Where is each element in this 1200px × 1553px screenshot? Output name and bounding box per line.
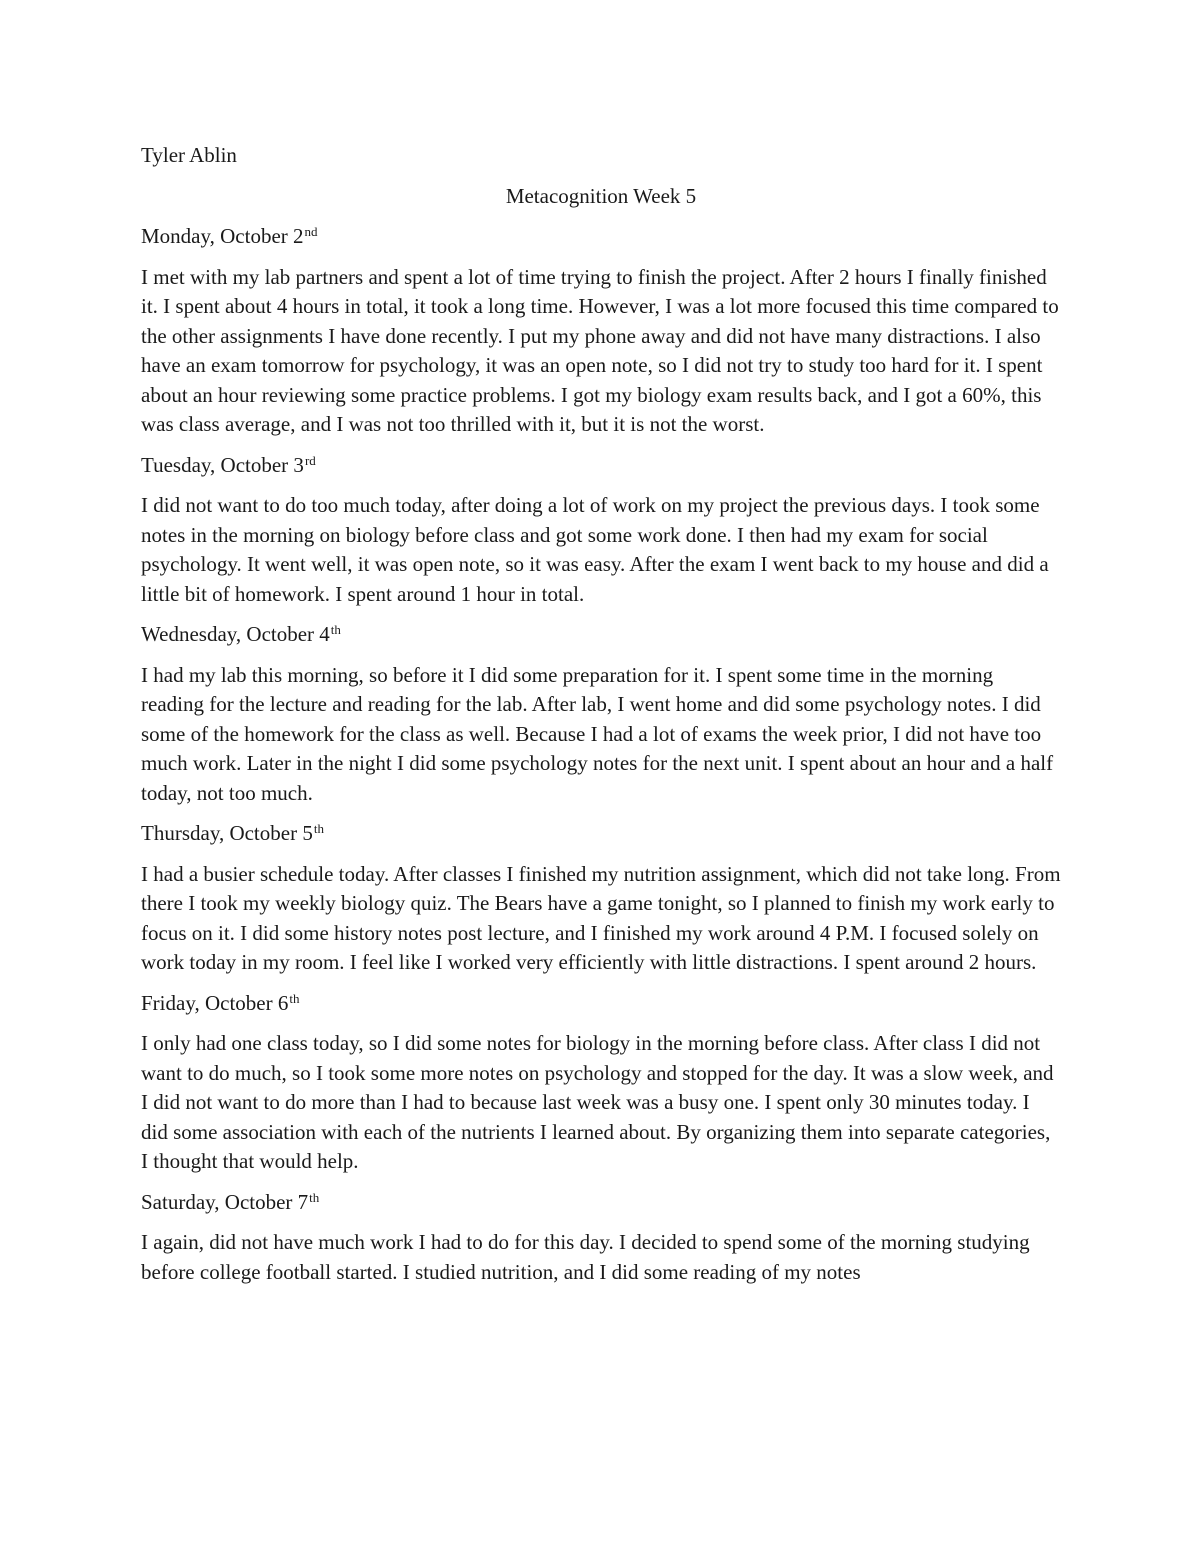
entry-heading-tuesday [141, 451, 1061, 481]
entry-text-tuesday: I did not want to do too much today, after doing a lot of work on my project the previous days. I took some notes in the morning on biology before class and got some work done. I then had my exam for social psychology. It went well, it was open note, so it was easy. After the exam I went back to my house and did a little bit of homework. I spent around 1 hour in total. [141, 493, 1049, 606]
entry-day-label: Friday, October 6 [141, 990, 289, 1015]
entry-heading-thursday [141, 819, 1061, 849]
entry-day-label: Tuesday, October 3 [141, 452, 304, 477]
entry-heading-saturday [141, 1188, 1061, 1218]
document-body [141, 141, 1061, 1298]
ordinal-suffix: nd [304, 224, 318, 239]
entry-heading-monday [141, 222, 1061, 252]
entry-day-label: Thursday, October 5 [141, 821, 313, 845]
entry-day-label: Monday, October 2 [141, 224, 304, 248]
entry-heading-wednesday [141, 620, 1061, 650]
ordinal-suffix: th [289, 990, 300, 1006]
entry-text-saturday: I again, did not have much work I had to do for this day. I decided to spend some of the morning studying before college football started. I studied nutrition, and I did some reading of my notes [141, 1230, 1030, 1284]
ordinal-suffix: th [309, 1189, 320, 1205]
entry-day-label: Saturday, October 7 [141, 1189, 309, 1214]
entry-heading-friday [141, 989, 1061, 1019]
document-title: Metacognition Week 5 [505, 183, 697, 208]
entry-text-monday: I met with my lab partners and spent a lot of time trying to finish the project. After 2 hours I finally finished it. I spent about 4 hours in total, it took a long time. However, I was a lot more focused this time compared to the other assignments I have done recently. I put my phone away and did not have many distractions. I also have an exam tomorrow for psychology, it was an open note, so I did not try to study too hard for it. I spent about an hour reviewing some practice problems. I got my biology exam results back, and I got a 60%, this was class average, and I was not too thrilled with it, but it is not the worst. [141, 264, 1059, 436]
entry-day-label: Wednesday, October 4 [141, 622, 330, 646]
entry-text-wednesday: I had my lab this morning, so before it I did some preparation for it. I spent some time in the morning reading for the lecture and reading for the lab. After lab, I went home and did some psychology notes. I did some of the homework for the class as well. Because I had a lot of exams the week prior, I did not have too much work. Later in the night I did some psychology notes for the next unit. I spent about an hour and a half today, not too much. [141, 662, 1054, 805]
ordinal-suffix: th [330, 622, 341, 637]
ordinal-suffix: th [313, 821, 324, 836]
ordinal-suffix: rd [304, 452, 316, 468]
entry-text-friday: I only had one class today, so I did some notes for biology in the morning before class. After class I did not want to do much, so I took some more notes on psychology and stopped for the day. It was a slow week, and I did not want to do more than I had to because last week was a busy one. I spent only 30 minutes today. I did some association with each of the nutrients I learned about. By organizing them into separate categories, I thought that would help. [141, 1031, 1054, 1173]
entry-text-thursday: I had a busier schedule today. After classes I finished my nutrition assignment, which did not take long. From there I took my weekly biology quiz. The Bears have a game tonight, so I planned to finish my work early to focus on it. I did some history notes post lecture, and I finished my work around 4 P.M. I focused solely on work today in my room. I feel like I worked very efficiently with little distractions. I spent around 2 hours. [141, 861, 1061, 974]
author-name: Tyler Ablin [141, 143, 237, 167]
